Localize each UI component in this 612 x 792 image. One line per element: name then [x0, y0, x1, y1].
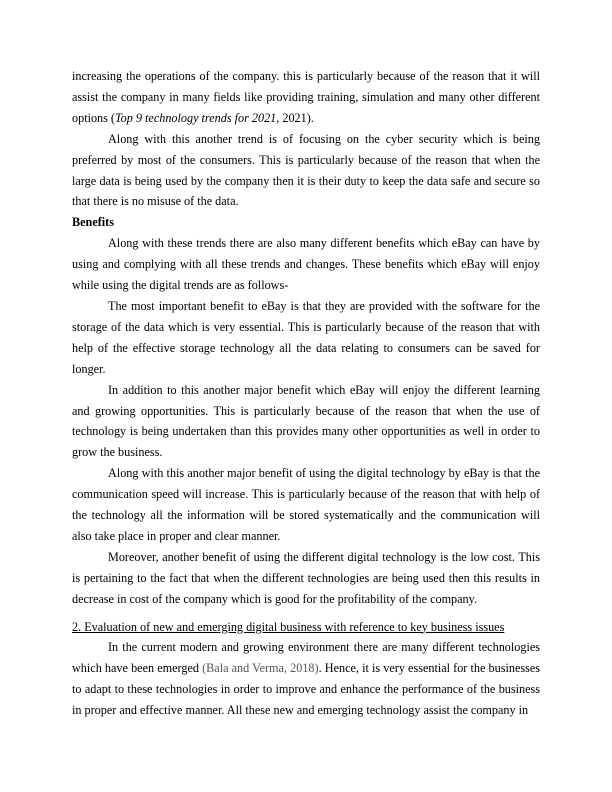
citation: (Bala and Verma, 2018)	[202, 661, 319, 676]
citation-title: Top 9 technology trends for 2021	[115, 110, 277, 125]
paragraph-cyber-security: Along with this another trend is of focusing on the cyber security which is being preferred by most of the consumers. This is particularly because of the reason that when the large data is being used by the company then it is their duty to keep the data safe and secure so that there is no misuse of the data.	[72, 131, 540, 209]
paragraph-text-continued: . Hence, it is very essential for the businesses to adapt to these technologies in order to improve and enhance the performance of the business in proper and effective manner. All these new and emerging technology assist the company in	[72, 661, 540, 718]
document-page	[72, 66, 540, 721]
paragraph-storage-benefit: The most important benefit to eBay is that they are provided with the software for the storage of the data which is very essential. This is particularly because of the reason that with help of the effective storage technology all the data relating to consumers can be saved for longer.	[72, 298, 540, 376]
paragraph-trends-continued	[72, 66, 540, 129]
paragraph-benefits-intro: Along with these trends there are also many different benefits which eBay can have by using and complying with all these trends and changes. These benefits which eBay will enjoy while using the digital trends are as follows-	[72, 236, 540, 293]
paragraph-text: In the current modern and growing environment there are many different technologies which have been emerged	[72, 640, 540, 676]
paragraph-text: increasing the operations of the company. this is particularly because of the reason that it will assist the company in many fields like providing training, simulation and many other different options (	[72, 69, 540, 125]
section-2-heading: 2. Evaluation of new and emerging digital business with reference to key business issues	[72, 619, 505, 634]
paragraph-learning-benefit: In addition to this another major benefit which eBay will enjoy the different learning and growing opportunities. This is particularly because of the reason that when the use of technology is being undertaken than this provides many other opportunities as well in order to grow the business.	[72, 382, 540, 460]
benefits-heading: Benefits	[72, 215, 114, 230]
paragraph-emerging-technologies	[72, 637, 540, 721]
paragraph-cost-benefit: Moreover, another benefit of using the different digital technology is the low cost. This is pertaining to the fact that when the different technologies are being used then this results in decrease in cost of the company which is good for the profitability of the company.	[72, 549, 540, 606]
paragraph-communication-benefit: Along with this another major benefit of using the digital technology by eBay is that the communication speed will increase. This is particularly because of the reason that with help of the technology all the information will be stored systematically and the communication will also take place in proper and clear manner.	[72, 466, 540, 543]
citation-year: , 2021).	[276, 110, 314, 125]
